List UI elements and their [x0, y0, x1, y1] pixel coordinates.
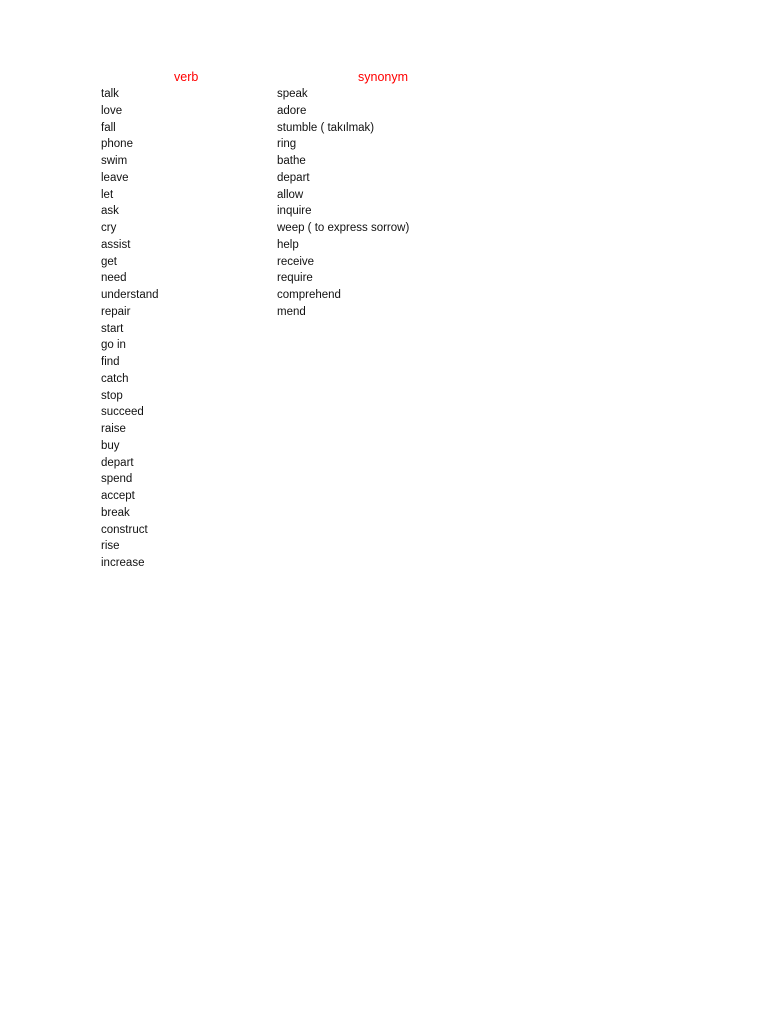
- verb-item: accept: [101, 490, 135, 502]
- verb-item: raise: [101, 423, 126, 435]
- verb-item: depart: [101, 456, 134, 469]
- synonym-column-header: synonym: [358, 70, 409, 84]
- synonym-item: ring: [277, 138, 297, 151]
- verb-item: ask: [101, 205, 119, 218]
- verb-item: swim: [101, 155, 128, 167]
- verb-item: assist: [101, 238, 131, 251]
- synonym-item: comprehend: [277, 289, 341, 301]
- verb-item: find: [101, 356, 120, 368]
- verb-item: cry: [101, 222, 117, 234]
- synonym-item: require: [277, 272, 313, 285]
- verb-item: let: [101, 188, 114, 201]
- verb-item: buy: [101, 439, 120, 452]
- verb-item: understand: [101, 289, 159, 301]
- synonym-item: adore: [277, 104, 307, 117]
- verb-item: start: [101, 322, 124, 335]
- verb-item: construct: [101, 523, 148, 536]
- verb-item: get: [101, 255, 117, 268]
- verb-item: phone: [101, 138, 133, 151]
- verb-item: stop: [101, 389, 123, 402]
- verb-item: need: [101, 272, 127, 285]
- synonym-item: stumble ( takılmak): [277, 121, 375, 134]
- synonym-list: [277, 86, 409, 321]
- verb-item: rise: [101, 540, 120, 553]
- verb-item: break: [101, 506, 130, 519]
- verb-item: catch: [101, 372, 129, 385]
- verb-item: repair: [101, 305, 131, 318]
- verb-item: talk: [101, 88, 119, 100]
- synonym-item: bathe: [277, 155, 306, 167]
- synonym-item: allow: [277, 188, 304, 201]
- synonym-item: weep ( to express sorrow): [277, 222, 410, 234]
- verb-item: love: [101, 104, 123, 117]
- synonym-item: depart: [277, 171, 310, 184]
- verb-item: spend: [101, 473, 133, 486]
- verb-item: succeed: [101, 406, 144, 419]
- verb-item: fall: [101, 121, 116, 134]
- synonym-item: help: [277, 238, 299, 251]
- verb-item: leave: [101, 171, 129, 184]
- column-headers: [0, 68, 768, 86]
- synonym-item: inquire: [277, 205, 312, 218]
- verb-item: increase: [101, 557, 145, 569]
- synonym-item: receive: [277, 255, 315, 268]
- verb-item: go in: [101, 339, 126, 352]
- synonym-item: mend: [277, 305, 306, 318]
- verb-column-header: verb: [174, 70, 199, 84]
- verb-list: [101, 86, 159, 572]
- synonym-item: speak: [277, 88, 308, 100]
